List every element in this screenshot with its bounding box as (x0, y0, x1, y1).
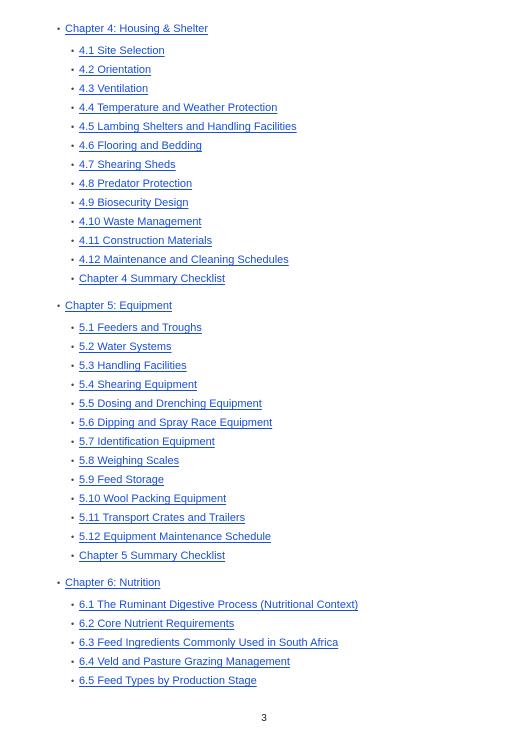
toc-section-entry (56, 530, 508, 549)
toc-section-entry (56, 549, 508, 568)
section-link[interactable]: 4.3 Ventilation (79, 83, 149, 95)
bullet-icon: • (71, 160, 75, 170)
section-link[interactable]: 4.6 Flooring and Bedding (79, 140, 202, 152)
bullet-icon: • (71, 676, 75, 686)
bullet-icon: • (71, 456, 75, 466)
toc-section-entry (56, 139, 508, 158)
bullet-icon: • (57, 24, 61, 34)
chapter-link[interactable]: Chapter 5: Equipment (65, 300, 173, 312)
toc-section-entry (56, 359, 508, 378)
toc-section-entry (56, 272, 508, 291)
section-link[interactable]: 6.2 Core Nutrient Requirements (79, 618, 235, 630)
toc-chapter-5 (56, 299, 508, 568)
toc-section-entry (56, 655, 508, 674)
bullet-icon: • (71, 198, 75, 208)
section-link[interactable]: Chapter 5 Summary Checklist (79, 550, 226, 562)
section-link[interactable]: 5.10 Wool Packing Equipment (79, 493, 227, 505)
bullet-icon: • (71, 361, 75, 371)
section-link[interactable]: 4.5 Lambing Shelters and Handling Facilities (79, 121, 297, 133)
bullet-icon: • (71, 399, 75, 409)
bullet-icon: • (71, 103, 75, 113)
toc-section-entry (56, 473, 508, 492)
toc-chapter-entry (56, 299, 508, 321)
bullet-icon: • (71, 600, 75, 610)
chapter-link[interactable]: Chapter 4: Housing & Shelter (65, 23, 209, 35)
section-link[interactable]: 5.11 Transport Crates and Trailers (79, 512, 246, 524)
section-link[interactable]: 6.1 The Ruminant Digestive Process (Nutritional Context) (79, 599, 359, 611)
section-link[interactable]: 5.5 Dosing and Drenching Equipment (79, 398, 262, 410)
toc-section-entry (56, 253, 508, 272)
bullet-icon: • (71, 380, 75, 390)
toc-section-entry (56, 177, 508, 196)
toc-section-entry (56, 44, 508, 63)
section-link[interactable]: 4.2 Orientation (79, 64, 152, 76)
section-link[interactable]: 4.9 Biosecurity Design (79, 197, 189, 209)
section-link[interactable]: 6.3 Feed Ingredients Commonly Used in South Africa (79, 637, 339, 649)
section-link[interactable]: 5.2 Water Systems (79, 341, 172, 353)
bullet-icon: • (57, 578, 61, 588)
bullet-icon: • (71, 619, 75, 629)
toc-chapter-entry (56, 576, 508, 598)
toc-section-entry (56, 158, 508, 177)
toc-section-entry (56, 636, 508, 655)
toc-section-entry (56, 435, 508, 454)
page-number: 3 (261, 713, 267, 724)
bullet-icon: • (71, 638, 75, 648)
bullet-icon: • (71, 255, 75, 265)
toc-section-entry (56, 492, 508, 511)
toc-section-entry (56, 82, 508, 101)
toc-section-entry (56, 397, 508, 416)
bullet-icon: • (71, 46, 75, 56)
toc-section-entry (56, 617, 508, 636)
section-link[interactable]: 5.9 Feed Storage (79, 474, 165, 486)
section-link[interactable]: 5.4 Shearing Equipment (79, 379, 198, 391)
toc-section-entry (56, 215, 508, 234)
toc-section-entry (56, 674, 508, 693)
section-link[interactable]: 6.5 Feed Types by Production Stage (79, 675, 257, 687)
toc-section-entry (56, 378, 508, 397)
section-link[interactable]: 5.7 Identification Equipment (79, 436, 215, 448)
toc-section-entry (56, 416, 508, 435)
bullet-icon: • (71, 418, 75, 428)
bullet-icon: • (71, 437, 75, 447)
chapter-link[interactable]: Chapter 6: Nutrition (65, 577, 161, 589)
section-link[interactable]: 4.10 Waste Management (79, 216, 202, 228)
bullet-icon: • (71, 532, 75, 542)
bullet-icon: • (71, 475, 75, 485)
bullet-icon: • (71, 84, 75, 94)
section-link[interactable]: 5.3 Handling Facilities (79, 360, 187, 372)
bullet-icon: • (57, 301, 61, 311)
section-link[interactable]: 4.8 Predator Protection (79, 178, 193, 190)
section-link[interactable]: 4.7 Shearing Sheds (79, 159, 176, 171)
section-link[interactable]: 5.1 Feeders and Troughs (79, 322, 202, 334)
bullet-icon: • (71, 657, 75, 667)
toc-chapter-entry (56, 22, 508, 44)
toc-section-entry (56, 63, 508, 82)
toc-section-entry (56, 454, 508, 473)
toc-section-entry (56, 196, 508, 215)
section-link[interactable]: 5.12 Equipment Maintenance Schedule (79, 531, 272, 543)
table-of-contents (56, 22, 508, 693)
section-link[interactable]: 6.4 Veld and Pasture Grazing Management (79, 656, 290, 668)
bullet-icon: • (71, 323, 75, 333)
toc-section-entry (56, 120, 508, 139)
toc-section-entry (56, 340, 508, 359)
section-link[interactable]: 5.8 Weighing Scales (79, 455, 180, 467)
section-link[interactable]: 4.12 Maintenance and Cleaning Schedules (79, 254, 289, 266)
bullet-icon: • (71, 179, 75, 189)
section-link[interactable]: 5.6 Dipping and Spray Race Equipment (79, 417, 273, 429)
section-link[interactable]: 4.11 Construction Materials (79, 235, 213, 247)
bullet-icon: • (71, 122, 75, 132)
toc-chapter-6 (56, 576, 508, 693)
toc-section-entry (56, 234, 508, 253)
section-link[interactable]: 4.4 Temperature and Weather Protection (79, 102, 278, 114)
toc-section-entry (56, 321, 508, 340)
toc-section-entry (56, 598, 508, 617)
toc-chapter-4 (56, 22, 508, 291)
bullet-icon: • (71, 141, 75, 151)
section-link[interactable]: Chapter 4 Summary Checklist (79, 273, 226, 285)
bullet-icon: • (71, 65, 75, 75)
toc-section-entry (56, 101, 508, 120)
bullet-icon: • (71, 236, 75, 246)
bullet-icon: • (71, 342, 75, 352)
bullet-icon: • (71, 551, 75, 561)
bullet-icon: • (71, 217, 75, 227)
bullet-icon: • (71, 494, 75, 504)
toc-section-entry (56, 511, 508, 530)
bullet-icon: • (71, 513, 75, 523)
section-link[interactable]: 4.1 Site Selection (79, 45, 165, 57)
bullet-icon: • (71, 274, 75, 284)
